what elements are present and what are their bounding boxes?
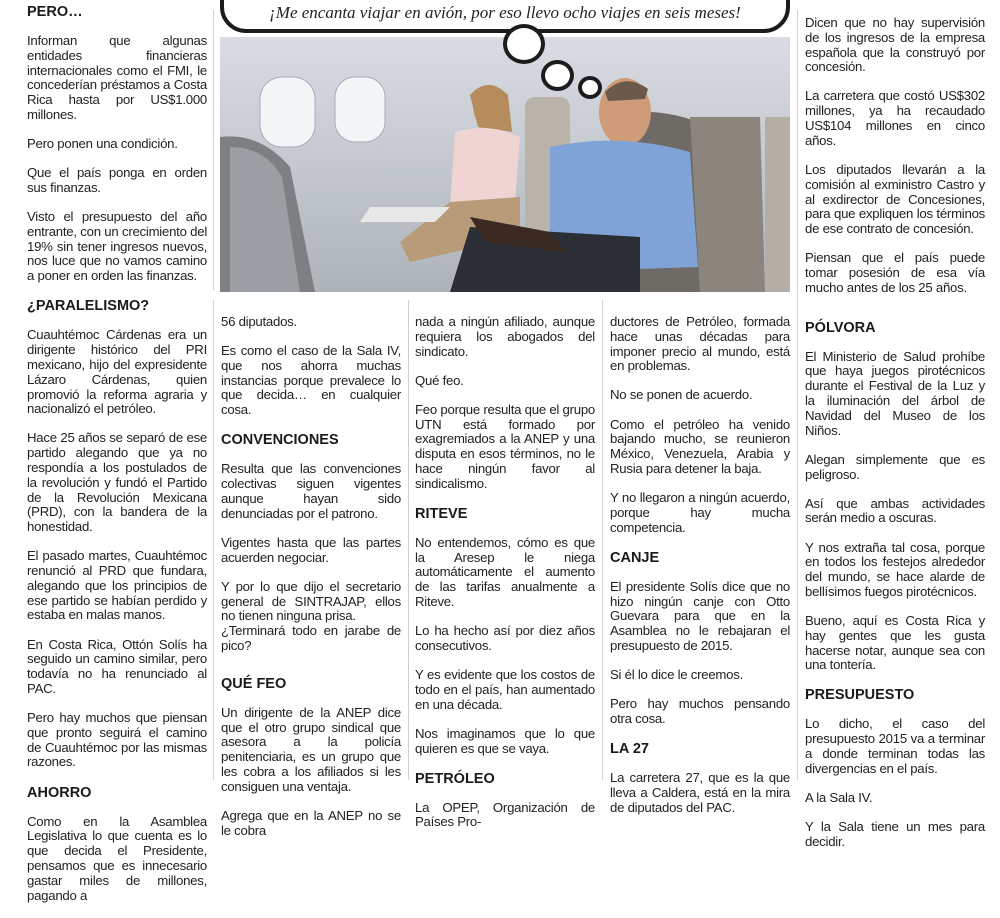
paragraph: Los diputados llevarán a la comisión al exministro Castro y al exdirector de Concesiones, para que expliquen los términos de ese contrato de concesión. <box>805 161 985 237</box>
cabin-photo <box>220 37 790 292</box>
paragraph: Hace 25 años se separó de ese partido alegando que ya no respondía a los postulados de la revolución y fundó el Partido de la Revolución Mexicana (PRD), con la bandera de la honestidad. <box>27 430 207 535</box>
section-heading-riteve: RITEVE <box>415 505 468 522</box>
paragraph: Resulta que las convenciones colectivas siguen vigentes aunque hayan sido denunciadas por el patrono. <box>221 461 401 521</box>
column-rule <box>602 300 603 780</box>
paragraph: No entendemos, cómo es que la Aresep le niega automáticamente el aumento de las tarifas anualmente a Riteve. <box>415 534 595 610</box>
paragraph: Un dirigente de la ANEP dice que el otro grupo sindical que asesora a la policía penitenciaria, es un grupo que les cobra a los afiliados si les consiguen una ventaja. <box>221 704 401 794</box>
paragraph: Pero hay muchos pensando otra cosa. <box>610 696 790 726</box>
section-heading-la-27: LA 27 <box>610 741 649 758</box>
paragraph: Y no llegaron a ningún acuerdo, porque hay mucha competencia. <box>610 490 790 535</box>
paragraph: Y es evidente que los costos de todo en el país, han aumentado en una década. <box>415 667 595 712</box>
paragraph: Piensan que el país puede tomar posesión de esa vía mucho antes de los 25 años. <box>805 250 985 295</box>
paragraph: El pasado martes, Cuauhtémoc renunció al PRD que fundara, alegando que los principios de ese partido se habían perdido y estaba en malas manos. <box>27 548 207 623</box>
section-heading-que-feo: QUÉ FEO <box>221 675 287 692</box>
paragraph: Cuauhtémoc Cárdenas era un dirigente histórico del PRI mexicano, hijo del expresidente Lázaro Cárdenas, quien promovió la reforma agraria y nacionalizó el petróleo. <box>27 327 207 417</box>
paragraph: Es como el caso de la Sala IV, que nos ahorra muchas instancias porque prevalece lo que decida… en cualquier cosa. <box>221 343 401 418</box>
paragraph: No se ponen de acuerdo. <box>610 387 753 403</box>
column-1 <box>27 4 207 918</box>
paragraph: Nos imaginamos que lo que quieren es que se vaya. <box>415 725 595 756</box>
speech-bubble-quote: ¡Me encanta viajar en avión, por eso llevo ocho viajes en seis meses! <box>269 3 741 22</box>
paragraph: 56 diputados. <box>221 314 297 329</box>
paragraph: ductores de Petróleo, formada hace unas décadas para imponer precio al mundo, está en problemas. <box>610 314 790 374</box>
paragraph: Dicen que no hay supervisión de los ingresos de la empresa española que la construyó por concesión. <box>805 15 985 75</box>
paragraph: Vigentes hasta que las partes acuerden negociar. <box>221 534 401 565</box>
paragraph: Visto el presupuesto del año entrante, con un crecimiento del 19% sin tener ingresos nuevos, nos luce que no vamos camino a poner en orden las finanzas. <box>27 209 207 284</box>
paragraph: Que el país ponga en orden sus finanzas. <box>27 165 207 195</box>
section-heading-presupuesto: PRESUPUESTO <box>805 687 915 704</box>
paragraph: Y por lo que dijo el secretario general de SINTRAJAP, ellos no tienen ninguna prisa. <box>221 578 401 624</box>
column-4 <box>610 315 790 830</box>
paragraph: Informan que algunas entidades financieras internacionales como el FMI, le concederían préstamos a Costa Rica hasta por US$1.000 millones. <box>27 33 207 122</box>
paragraph: El presidente Solís dice que no hizo ningún canje con Otto Guevara para que en la Asamblea no le rebajaran el presupuesto de 2015. <box>610 578 790 653</box>
paragraph: Si él lo dice le creemos. <box>610 667 744 683</box>
paragraph: La carretera 27, que es la que lleva a Caldera, está en la mira de diputados del PAC. <box>610 770 790 815</box>
airplane-cabin-illustration <box>220 37 790 292</box>
column-3 <box>415 315 595 845</box>
paragraph: nada a ningún afiliado, aunque requiera los abogados del sindicato. <box>415 314 595 359</box>
paragraph: Qué feo. <box>415 372 464 388</box>
paragraph: Así que ambas actividades serán medio a oscuras. <box>805 495 985 526</box>
column-rule <box>213 10 214 290</box>
column-rule <box>213 300 214 780</box>
paragraph: En Costa Rica, Ottón Solís ha seguido un camino similar, pero todavía no ha renunciado al PAC. <box>27 636 207 696</box>
paragraph: Lo dicho, el caso del presupuesto 2015 va a terminar a donde terminan todas las divergencias en el país. <box>805 716 985 776</box>
paragraph: La OPEP, Organización de Países Pro- <box>415 799 595 830</box>
section-heading-petroleo: PETRÓLEO <box>415 770 495 787</box>
paragraph: Y la Sala tiene un mes para decidir. <box>805 819 985 849</box>
section-heading-ahorro: AHORRO <box>27 784 92 801</box>
section-heading-convenciones: CONVENCIONES <box>221 432 339 449</box>
paragraph: Agrega que en la ANEP no se le cobra <box>221 807 401 838</box>
paragraph: La carretera que costó US$302 millones, ya ha recaudado US$104 millones en cinco años. <box>805 88 985 148</box>
column-5 <box>805 16 985 864</box>
section-heading-polvora: PÓLVORA <box>805 319 876 336</box>
bubble-tail-dot <box>541 60 574 91</box>
paragraph: Como en la Asamblea Legislativa lo que cuenta es lo que decida el Presidente, pensamos que es innecesario gastar miles de millones, pagando a <box>27 813 207 903</box>
section-heading-pero: PERO… <box>27 4 83 20</box>
paragraph: El Ministerio de Salud prohíbe que haya juegos pirotécnicos durante el Festival de la Luz y la iluminación del árbol de Navidad del Museo de los Niños. <box>805 348 985 438</box>
paragraph: Pero ponen una condición. <box>27 136 178 152</box>
paragraph: Lo ha hecho así por diez años consecutivos. <box>415 623 595 653</box>
paragraph: Feo porque resulta que el grupo UTN está formado por exagremiados a la ANEP y una disputa en esos términos, no le hace ningún favor al sindicalismo. <box>415 401 595 491</box>
paragraph: Y nos extraña tal cosa, porque en todos los festejos alrededor del mundo, se hace alarde de bellísimos fuegos pirotécnicos. <box>805 539 985 599</box>
paragraph: Pero hay muchos que piensan que pronto seguirá el camino de Cuauhtémoc por las mismas razones. <box>27 710 207 770</box>
bubble-tail-dot <box>578 76 602 99</box>
paragraph: Como el petróleo ha venido bajando mucho, se reunieron México, Venezuela, Arabia y Rusia para detener la baja. <box>610 416 790 476</box>
column-rule <box>408 300 409 780</box>
speech-bubble <box>220 0 790 33</box>
paragraph: Bueno, aquí es Costa Rica y hay gentes que les gusta hacerse notar, aunque sea con una tontería. <box>805 612 985 673</box>
column-rule <box>797 10 798 780</box>
bubble-tail-dot <box>503 24 545 64</box>
section-heading-paralelismo: ¿PARALELISMO? <box>27 298 150 315</box>
section-heading-canje: CANJE <box>610 549 660 566</box>
paragraph: A la Sala IV. <box>805 789 873 805</box>
paragraph: ¿Terminará todo en jarabe de pico? <box>221 623 401 653</box>
paragraph: Alegan simplemente que es peligroso. <box>805 451 985 482</box>
column-2 <box>221 315 401 853</box>
